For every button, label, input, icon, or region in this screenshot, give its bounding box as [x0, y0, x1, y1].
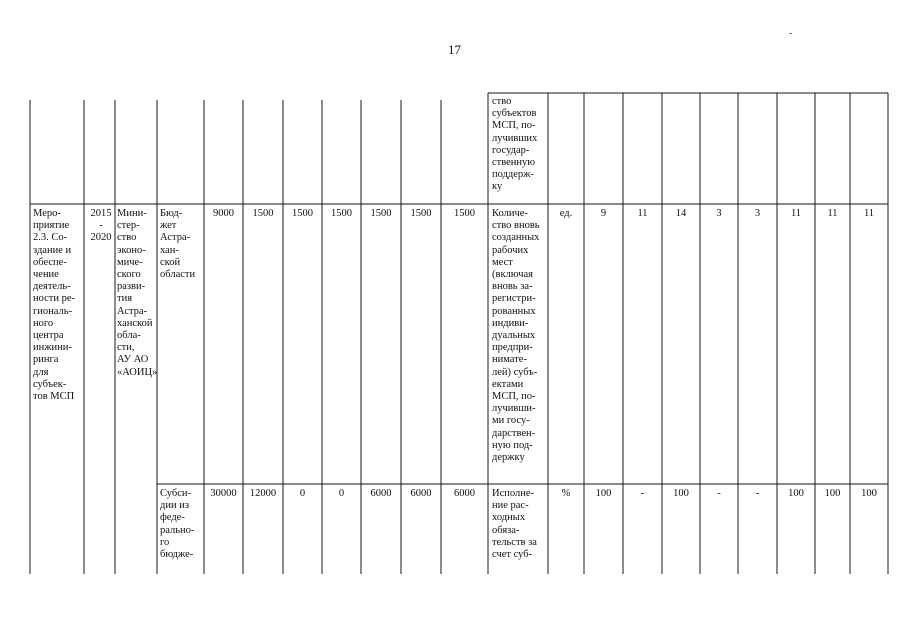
- indicator-cell: Исполне- ние рас- ходных обяза- тельств за счет суб-: [492, 488, 537, 561]
- indicator-value: 100: [861, 488, 877, 499]
- indicator-value: 11: [827, 208, 838, 219]
- amount-year: 6000: [410, 488, 432, 499]
- indicator-cell: Количе- ство вновь созданных рабочих мест (включая вновь за- регистри- рованных индиви- дуальных предпри- нимате- лей) субъ- ектами МСП, по- лучивши- ми госу- дарствен- ную под- держку: [492, 208, 540, 464]
- indicator-value: 9: [600, 208, 607, 219]
- page-number: 17: [448, 42, 461, 57]
- indicator-value: 14: [675, 208, 687, 219]
- indicator-value: -: [755, 488, 760, 499]
- indicator-value: 3: [754, 208, 761, 219]
- unit-cell: ед.: [559, 208, 573, 219]
- amount-year: 1500: [370, 208, 392, 219]
- indicator-value: 11: [637, 208, 648, 219]
- amount-total: 9000: [213, 208, 234, 219]
- indicator-value: -: [717, 488, 721, 499]
- indicator-value: 3: [716, 208, 722, 219]
- corner-mark: -: [789, 28, 793, 39]
- amount-year: 1500: [292, 208, 313, 219]
- amount-year: 0: [299, 488, 306, 499]
- period-cell: 2015 - 2020: [90, 208, 112, 244]
- amount-year: 1500: [331, 208, 352, 219]
- activity-cell: Меро- приятие 2.3. Со- здание и обеспе- чение деятель- ности ре- гиональ- ного центра инжини- ринга для субъек- тов МСП: [33, 208, 76, 403]
- amount-year: 6000: [454, 488, 475, 499]
- funding-source-cell: Бюд- жет Астра- хан- ской области: [160, 208, 196, 281]
- amount-year: 1500: [252, 208, 274, 219]
- indicator-value: 100: [824, 488, 841, 499]
- amount-year: 1500: [410, 208, 432, 219]
- executor-cell: Мини- стер- ство эконо- миче- ского разви- тия Астра- ханской обла- сти, АУ АО «АОИЦ»: [117, 208, 158, 378]
- unit-cell: %: [561, 488, 571, 499]
- amount-year: 12000: [249, 488, 277, 499]
- indicator-value: 100: [673, 488, 689, 499]
- prev-indicator-cell: ство субъектов МСП, по- лучивших государ- ственную поддерж- ку: [492, 96, 538, 193]
- amount-total: 30000: [210, 488, 237, 499]
- funding-source-cell: Субси- дии из феде- рально- го бюдже-: [160, 488, 195, 561]
- indicator-value: -: [640, 488, 645, 499]
- amount-year: 1500: [454, 208, 475, 219]
- amount-year: 0: [338, 488, 345, 499]
- amount-year: 6000: [370, 488, 392, 499]
- indicator-value: 100: [595, 488, 612, 499]
- indicator-value: 11: [863, 208, 875, 219]
- indicator-value: 11: [790, 208, 802, 219]
- indicator-value: 100: [788, 488, 804, 499]
